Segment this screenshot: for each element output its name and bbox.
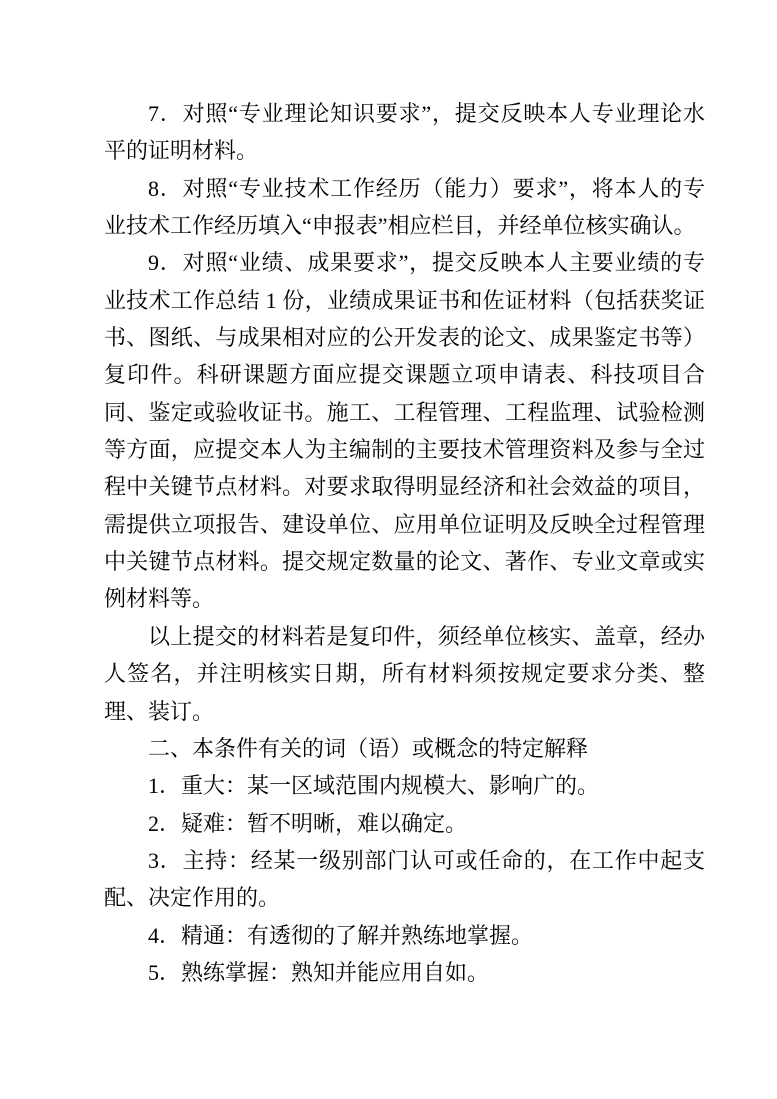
definition-item-difficult: 2．疑难：暂不明晰，难以确定。 — [148, 810, 468, 836]
definition-item-skilled: 5．熟练掌握：熟知并能应用自如。 — [148, 959, 490, 985]
definition-item-preside: 3．主持：经某一级别部门认可或任命的，在工作中起支配、决定作用的。 — [104, 847, 705, 911]
paragraph-item-7: 7．对照“专业理论知识要求”，提交反映本人专业理论水平的证明材料。 — [104, 101, 705, 164]
definition-item-proficient: 4．精通：有透彻的了解并熟练地掌握。 — [148, 922, 534, 948]
definition-item-major: 1．重大：某一区域范围内规模大、影响广的。 — [148, 773, 600, 799]
paragraph-item-8: 8．对照“专业技术工作经历（能力）要求”，将本人的专业技术工作经历填入“申报表”相应栏目，并经单位核实确认。 — [104, 175, 705, 239]
paragraph-item-9: 9．对照“业绩、成果要求”，提交反映本人主要业绩的专业技术工作总结 1 份，业绩成果证书和佐证材料（包括获奖证书、图纸、与成果相对应的公开发表的论文、成果鉴定书等）复印件。科研课题方面应提交课题立项申请表、科技项目合同、鉴定或验收证书。施工、工程管理、工程监理、试验检测等方面，应提交本人为主编制的主要技术管理资料及参与全过程中关键节点材料。对要求取得明显经济和社会效益的项目，需提供立项报告、建设单位、应用单位证明及反映全过程管理中关键节点材料。提交规定数量的论文、著作、专业文章或实例材料等。 — [104, 250, 705, 612]
paragraph-copies-note: 以上提交的材料若是复印件，须经单位核实、盖章，经办人签名，并注明核实日期，所有材料须按规定要求分类、整理、装订。 — [104, 623, 705, 724]
document-body — [104, 95, 705, 991]
section-heading-definitions: 二、本条件有关的词（语）或概念的特定解释 — [148, 735, 589, 761]
